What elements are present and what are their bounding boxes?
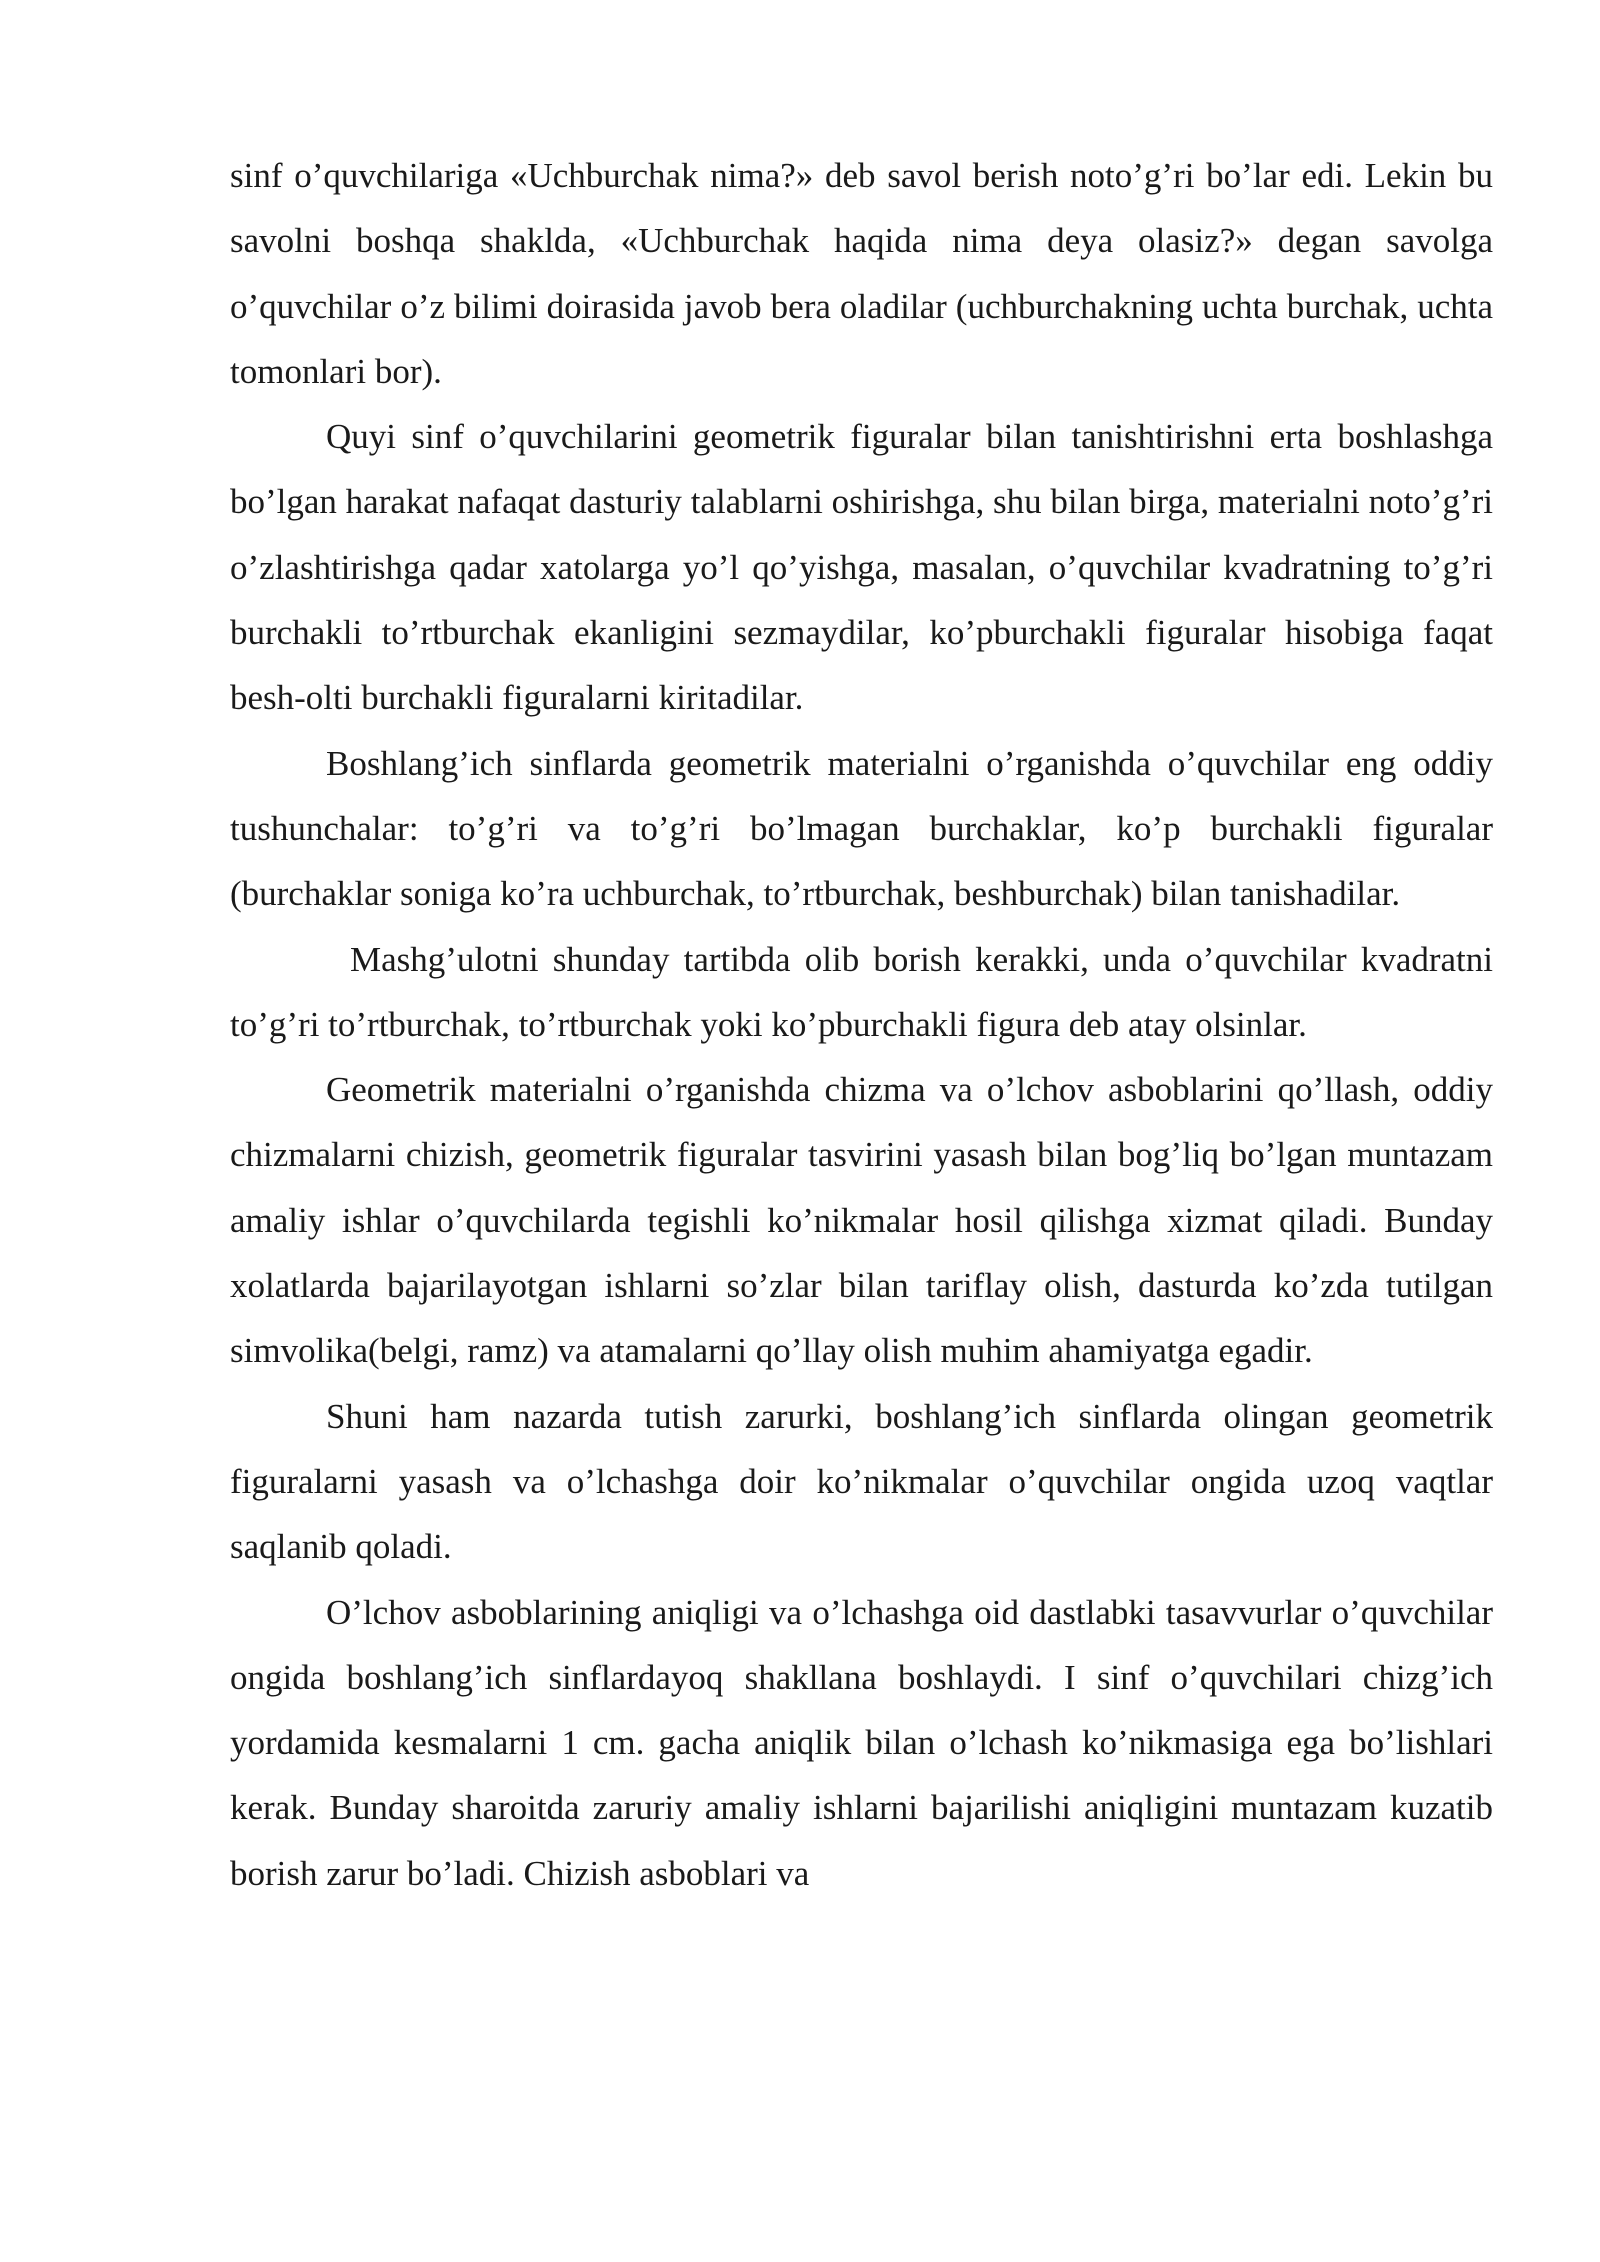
paragraph: Geometrik materialni o’rganishda chizma va o’lchov asboblarini qo’llash, oddiy chizmalarni chizish, geometrik figuralar tasvirini yasash bilan bog’liq bo’lgan muntazam amaliy ishlar o’quvchilarda tegishli ko’nikmalar hosil qilishga xizmat qiladi. Bunday xolatlarda bajarilayotgan ishlarni so’zlar bilan tariflay olish, dasturda ko’zda tutilgan simvolika(belgi, ramz) va atamalarni qo’llay olish muhim ahamiyatga egadir. <box>230 1070 1493 1371</box>
paragraph: O’lchov asboblarining aniqligi va o’lchashga oid dastlabki tasavvurlar o’quvchilar ongida boshlang’ich sinflardayoq shakllana boshlaydi. I sinf o’quvchilari chizg’ich yordamida kesmalarni 1 cm. gacha aniqlik bilan o’lchash ko’nikmasiga ega bo’lishlari kerak. Bunday sharoitda zaruriy amaliy ishlarni bajarilishi aniqligini muntazam kuzatib borish zarur bo’ladi. Chizish asboblari va <box>230 1592 1493 1893</box>
paragraph: Quyi sinf o’quvchilarini geometrik figuralar bilan tanishtirishni erta boshlashga bo’lgan harakat nafaqat dasturiy talablarni oshirishga, shu bilan birga, materialni noto’g’ri o’zlashtirishga qadar xatolarga yo’l qo’yishga, masalan, o’quvchilar kvadratning to’g’ri burchakli to’rtburchak ekanligini sezmaydilar, ko’pburchakli figuralar hisobiga faqat besh-olti burchakli figuralarni kiritadilar. <box>230 417 1493 718</box>
paragraph: Shuni ham nazarda tutish zarurki, boshlang’ich sinflarda olingan geometrik figuralarni yasash va o’lchashga doir ko’nikmalar o’quvchilar ongida uzoq vaqtlar saqlanib qoladi. <box>230 1396 1493 1567</box>
document-page <box>230 143 1493 1906</box>
paragraph: Boshlang’ich sinflarda geometrik materialni o’rganishda o’quvchilar eng oddiy tushunchalar: to’g’ri va to’g’ri bo’lmagan burchaklar, ko’p burchakli figuralar (burchaklar soniga ko’ra uchburchak, to’rtburchak, beshburchak) bilan tanishadilar. <box>230 743 1493 914</box>
paragraph: Mashg’ulotni shunday tartibda olib borish kerakki, unda o’quvchilar kvadratni to’g’ri to’rtburchak, to’rtburchak yoki ko’pburchakli figura deb atay olsinlar. <box>230 939 1493 1044</box>
paragraph: sinf o’quvchilariga «Uchburchak nima?» deb savol berish noto’g’ri bo’lar edi. Lekin bu savolni boshqa shaklda, «Uchburchak haqida nima deya olasiz?» degan savolga o’quvchilar o’z bilimi doirasida javob bera oladilar (uchburchakning uchta burchak, uchta tomonlari bor). <box>230 156 1493 391</box>
